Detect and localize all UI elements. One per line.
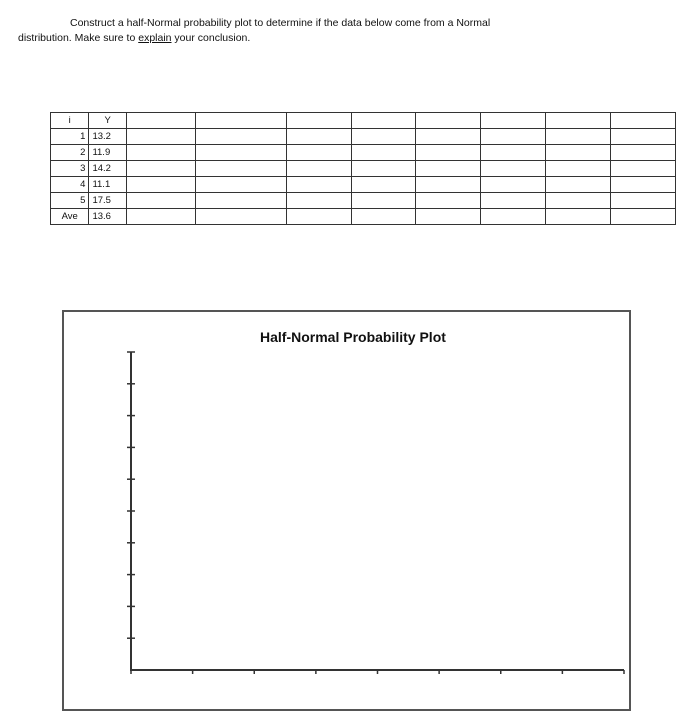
empty-cell[interactable] (351, 193, 416, 209)
empty-cell[interactable] (286, 161, 351, 177)
instructions-line-2: distribution. Make sure to explain your conclusion. (18, 32, 251, 44)
empty-cell[interactable] (546, 113, 611, 129)
empty-cell[interactable] (126, 161, 195, 177)
empty-cell[interactable] (416, 177, 481, 193)
empty-cell[interactable] (195, 113, 286, 129)
empty-cell[interactable] (546, 177, 611, 193)
table-row: 5 17.5 (51, 193, 676, 209)
table-row: 4 11.1 (51, 177, 676, 193)
instructions-line-1: Construct a half-Normal probability plot to determine if the data below come from a Normal (70, 17, 491, 29)
table-row: 1 13.2 (51, 129, 676, 145)
empty-cell[interactable] (546, 129, 611, 145)
empty-cell[interactable] (351, 129, 416, 145)
empty-cell[interactable] (195, 193, 286, 209)
empty-cell[interactable] (195, 177, 286, 193)
empty-cell[interactable] (416, 193, 481, 209)
empty-cell[interactable] (351, 161, 416, 177)
empty-cell[interactable] (611, 129, 676, 145)
table-row: 2 11.9 (51, 145, 676, 161)
empty-cell[interactable] (481, 129, 546, 145)
empty-cell[interactable] (416, 113, 481, 129)
empty-cell[interactable] (546, 193, 611, 209)
empty-cell[interactable] (286, 193, 351, 209)
empty-cell[interactable] (286, 145, 351, 161)
empty-cell[interactable] (286, 177, 351, 193)
empty-cell[interactable] (195, 209, 286, 225)
empty-cell[interactable] (195, 145, 286, 161)
table-header-row (51, 113, 676, 129)
empty-cell[interactable] (351, 145, 416, 161)
empty-cell[interactable] (481, 209, 546, 225)
empty-cell[interactable] (481, 177, 546, 193)
empty-cell[interactable] (416, 161, 481, 177)
empty-cell[interactable] (351, 209, 416, 225)
empty-cell[interactable] (481, 161, 546, 177)
empty-cell[interactable] (611, 209, 676, 225)
empty-cell[interactable] (611, 145, 676, 161)
empty-cell[interactable] (286, 209, 351, 225)
empty-cell[interactable] (546, 161, 611, 177)
empty-cell[interactable] (481, 193, 546, 209)
empty-cell[interactable] (611, 193, 676, 209)
empty-cell[interactable] (126, 113, 195, 129)
data-table (50, 112, 676, 225)
empty-cell[interactable] (126, 129, 195, 145)
empty-cell[interactable] (546, 209, 611, 225)
empty-cell[interactable] (481, 113, 546, 129)
empty-cell[interactable] (195, 161, 286, 177)
empty-cell[interactable] (416, 209, 481, 225)
empty-cell[interactable] (611, 113, 676, 129)
empty-cell[interactable] (416, 145, 481, 161)
chart-frame (62, 310, 631, 711)
empty-cell[interactable] (286, 113, 351, 129)
empty-cell[interactable] (351, 177, 416, 193)
empty-cell[interactable] (126, 145, 195, 161)
empty-cell[interactable] (546, 145, 611, 161)
empty-cell[interactable] (195, 129, 286, 145)
header-y: Y (89, 113, 127, 129)
chart-title: Half-Normal Probability Plot (260, 329, 446, 345)
table-row-average: Ave 13.6 (51, 209, 676, 225)
empty-cell[interactable] (126, 193, 195, 209)
empty-cell[interactable] (286, 129, 351, 145)
empty-cell[interactable] (481, 145, 546, 161)
half-normal-plot (64, 312, 629, 709)
empty-cell[interactable] (126, 209, 195, 225)
instructions (18, 16, 668, 46)
empty-cell[interactable] (416, 129, 481, 145)
empty-cell[interactable] (351, 113, 416, 129)
table-row: 3 14.2 (51, 161, 676, 177)
explain-emphasis: explain (138, 32, 172, 44)
empty-cell[interactable] (611, 177, 676, 193)
empty-cell[interactable] (611, 161, 676, 177)
empty-cell[interactable] (126, 177, 195, 193)
header-i: i (51, 113, 89, 129)
